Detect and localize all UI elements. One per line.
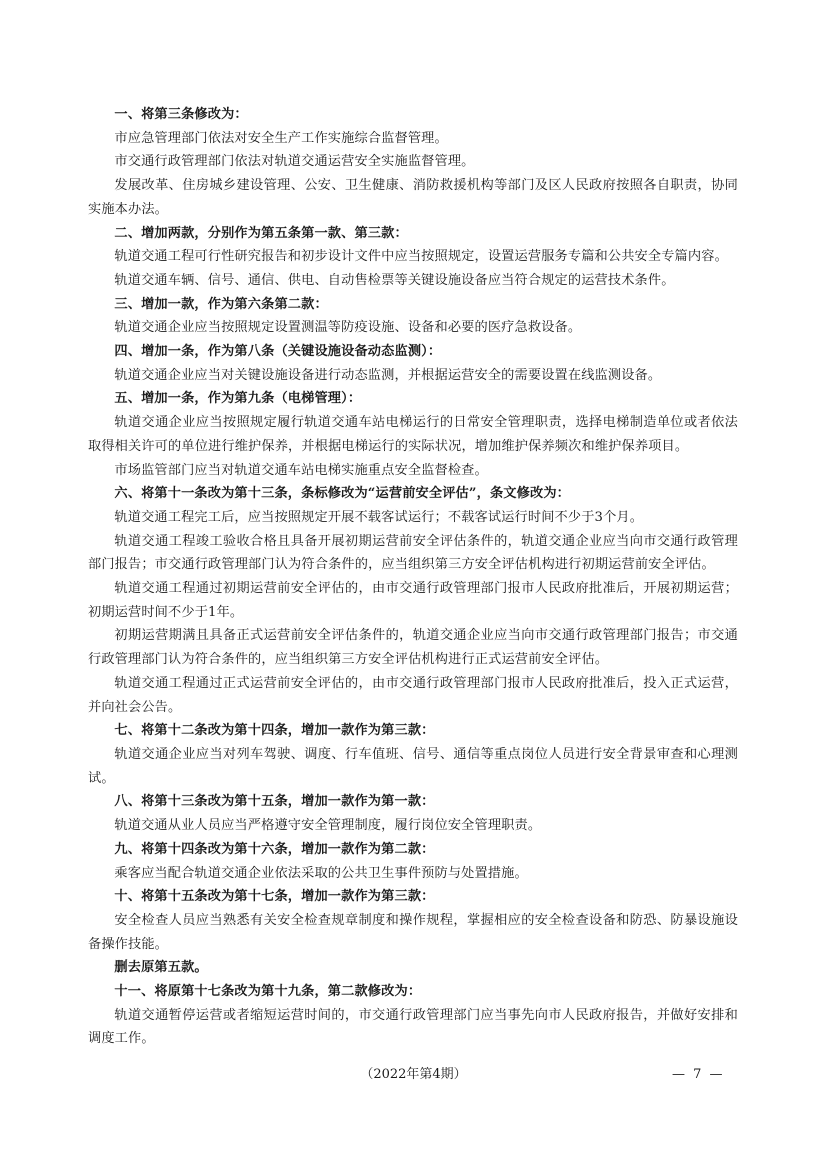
body-paragraph: 轨道交通工程完工后，应当按照规定开展不载客试运行；不载客试运行时间不少于3个月。 [114, 509, 644, 525]
body-paragraph: 市应急管理部门依法对安全生产工作实施综合监督管理。 [114, 130, 448, 146]
amendment-heading: 十一、将原第十七条改为第十九条，第二款修改为： [114, 984, 422, 1000]
body-paragraph: 轨道交通暂停运营或者缩短运营时间的，市交通行政管理部门应当事先向市人民政府报告，并做好安排和调度工作。 [88, 1007, 738, 1047]
amendment-heading: 八、将第十三条改为第十五条，增加一款作为第一款： [114, 794, 435, 810]
amendment-heading: 一、将第三条修改为： [114, 107, 248, 122]
amendment-heading: 二、增加两款，分别作为第五条第一款、第三款： [114, 225, 408, 241]
page-number: — 7 — [672, 1067, 725, 1082]
body-paragraph: 轨道交通从业人员应当严格遵守安全管理制度，履行岗位安全管理职责。 [114, 818, 542, 834]
body-paragraph: 轨道交通企业应当按照规定履行轨道交通车站电梯运行的日常安全管理职责，选择电梯制造单位或者依法取得相关许可的单位进行维护保养，并根据电梯运行的实际状况，增加维护保养频次和维护保养项目。 [88, 415, 738, 454]
amendment-heading: 删去原第五款。 [114, 960, 208, 976]
amendment-heading: 四、增加一条，作为第八条（关键设施设备动态监测）： [114, 344, 442, 360]
body-paragraph: 轨道交通企业应当对关键设施设备进行动态监测，并根据运营安全的需要设置在线监测设备。 [114, 367, 662, 383]
document-body [88, 103, 738, 1051]
amendment-heading: 六、将第十一条改为第十三条，条标修改为“运营前安全评估”，条文修改为： [114, 486, 570, 502]
body-paragraph: 轨道交通车辆、信号、通信、供电、自动售检票等关键设施设备应当符合规定的运营技术条件。 [114, 272, 675, 288]
amendment-heading: 十、将第十五条改为第十七条，增加一款作为第三款： [114, 889, 435, 905]
body-paragraph: 市交通行政管理部门依法对轨道交通运营安全实施监督管理。 [114, 154, 475, 170]
amendment-heading: 三、增加一款，作为第六条第二款： [114, 296, 328, 312]
body-paragraph: 轨道交通工程可行性研究报告和初步设计文件中应当按照规定，设置运营服务专篇和公共安全专篇内容。 [114, 249, 728, 265]
body-paragraph: 市场监管部门应当对轨道交通车站电梯实施重点安全监督检查。 [114, 462, 488, 478]
body-paragraph: 安全检查人员应当熟悉有关安全检查规章制度和操作规程，掌握相应的安全检查设备和防恐、防暴设施设备操作技能。 [88, 912, 738, 952]
body-paragraph: 轨道交通企业应当按照规定设置测温等防疫设施、设备和必要的医疗急救设备。 [114, 320, 582, 336]
body-paragraph: 初期运营期满且具备正式运营前安全评估条件的，轨道交通企业应当向市交通行政管理部门报告；市交通行政管理部门认为符合条件的，应当组织第三方安全评估机构进行正式运营前安全评估。 [88, 628, 738, 668]
body-paragraph: 轨道交通工程竣工验收合格且具备开展初期运营前安全评估条件的，轨道交通企业应当向市交通行政管理部门报告；市交通行政管理部门认为符合条件的，应当组织第三方安全评估机构进行初期运营前安全评估。 [88, 533, 738, 573]
body-paragraph: 轨道交通工程通过正式运营前安全评估的，由市交通行政管理部门报市人民政府批准后，投入正式运营，并向社会公告。 [88, 675, 738, 715]
body-paragraph: 轨道交通企业应当对列车驾驶、调度、行车值班、信号、通信等重点岗位人员进行安全背景审查和心理测试。 [88, 746, 738, 786]
issue-label: （2022年第4期） [360, 1067, 467, 1082]
amendment-heading: 七、将第十二条改为第十四条，增加一款作为第三款： [114, 723, 435, 739]
body-paragraph: 发展改革、住房城乡建设管理、公安、卫生健康、消防救援机构等部门及区人民政府按照各自职责，协同实施本办法。 [88, 178, 738, 217]
amendment-heading: 五、增加一条，作为第九条（电梯管理）： [114, 391, 362, 407]
amendment-heading: 九、将第十四条改为第十六条，增加一款作为第二款： [114, 841, 435, 857]
body-paragraph: 乘客应当配合轨道交通企业依法采取的公共卫生事件预防与处置措施。 [114, 865, 528, 881]
body-paragraph: 轨道交通工程通过初期运营前安全评估的，由市交通行政管理部门报市人民政府批准后，开展初期运营；初期运营时间不少于1年。 [88, 581, 738, 620]
